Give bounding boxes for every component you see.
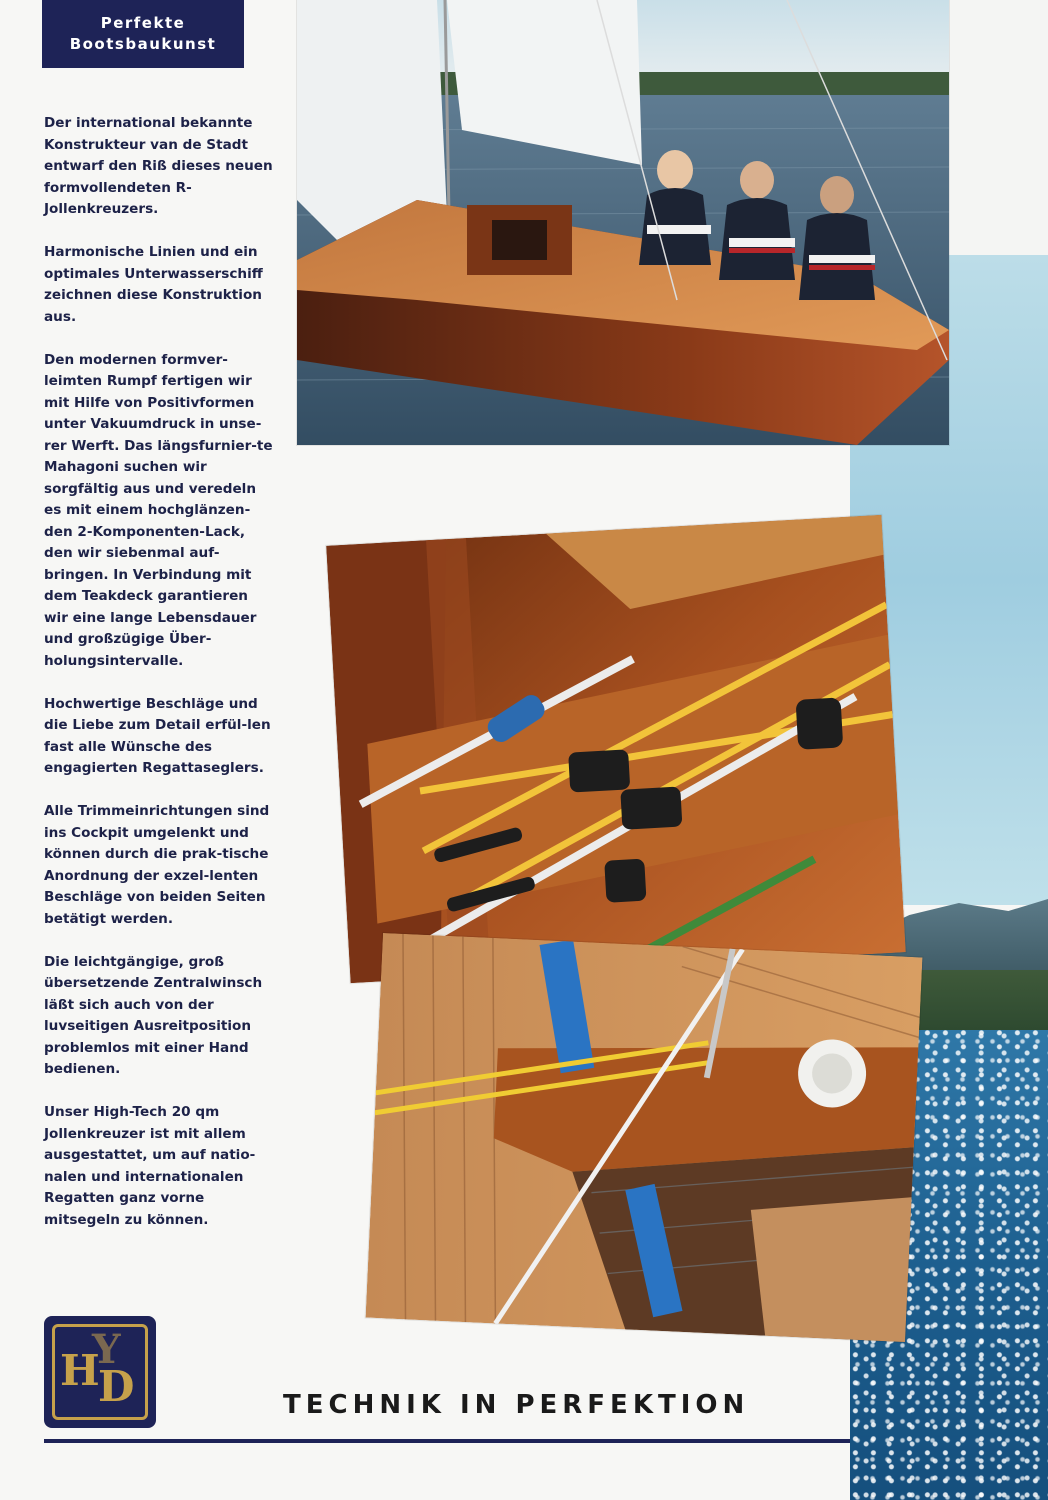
paragraph: Den modernen formver-leimten Rumpf fertigen wir mit Hilfe von Positivformen unter Vakuumdruck in unse-rer Werft. Das längsfurnier-te Mahagoni suchen wir sorgfältig aus und veredeln es mit einem hochglänzen-den 2-Komponenten-Lack, den wir siebenmal auf-bringen. In Verbindung mit dem Teakdeck garantieren wir eine lange Lebensdauer und großzügige Über-holungsintervalle. (44, 351, 273, 669)
tagline: TECHNIK IN PERFEKTION (283, 1390, 750, 1420)
deck-fittings-photo (326, 515, 906, 983)
paragraph: Alle Trimmeinrichtungen sind ins Cockpit umgelenkt und können durch die prak-tische Anordnung der exzel-lenten Beschläge von beiden Seiten betätigt werden. (44, 803, 270, 927)
paragraph: Unser High-Tech 20 qm Jollenkreuzer ist mit allem ausgestattet, um auf natio-nalen und internationalen Regatten ganz vorne mitsegeln zu können. (44, 1104, 256, 1228)
header-line-1: Perfekte (100, 14, 186, 32)
paragraph: Die leichtgängige, groß übersetzende Zentralwinsch läßt sich auch von der luvseitigen Ausreitposition problemlos mit einer Hand bedienen. (44, 953, 263, 1077)
section-header-badge (42, 0, 244, 68)
body-text-column (44, 113, 274, 1253)
logo-letter-d: D (98, 1362, 135, 1411)
logo-letter-h: H (60, 1346, 100, 1395)
header-line-2: Bootsbaukunst (69, 35, 217, 53)
paragraph: Harmonische Linien und ein optimales Unterwasserschiff zeichnen diese Konstruktion aus. (44, 244, 263, 325)
logo-letter-y: Y (92, 1326, 121, 1373)
footer-rule (44, 1439, 850, 1443)
paragraph: Der international bekannte Konstrukteur van de Stadt entwarf den Riß dieses neuen formvollendeten R-Jollenkreuzers. (44, 115, 273, 217)
cockpit-winch-photo (366, 933, 923, 1342)
sailing-boat-photo (297, 0, 949, 445)
hd-yachtbau-logo (44, 1316, 156, 1428)
paragraph: Hochwertige Beschläge und die Liebe zum Detail erfül-len fast alle Wünsche des engagierten Regattaseglers. (44, 695, 271, 776)
